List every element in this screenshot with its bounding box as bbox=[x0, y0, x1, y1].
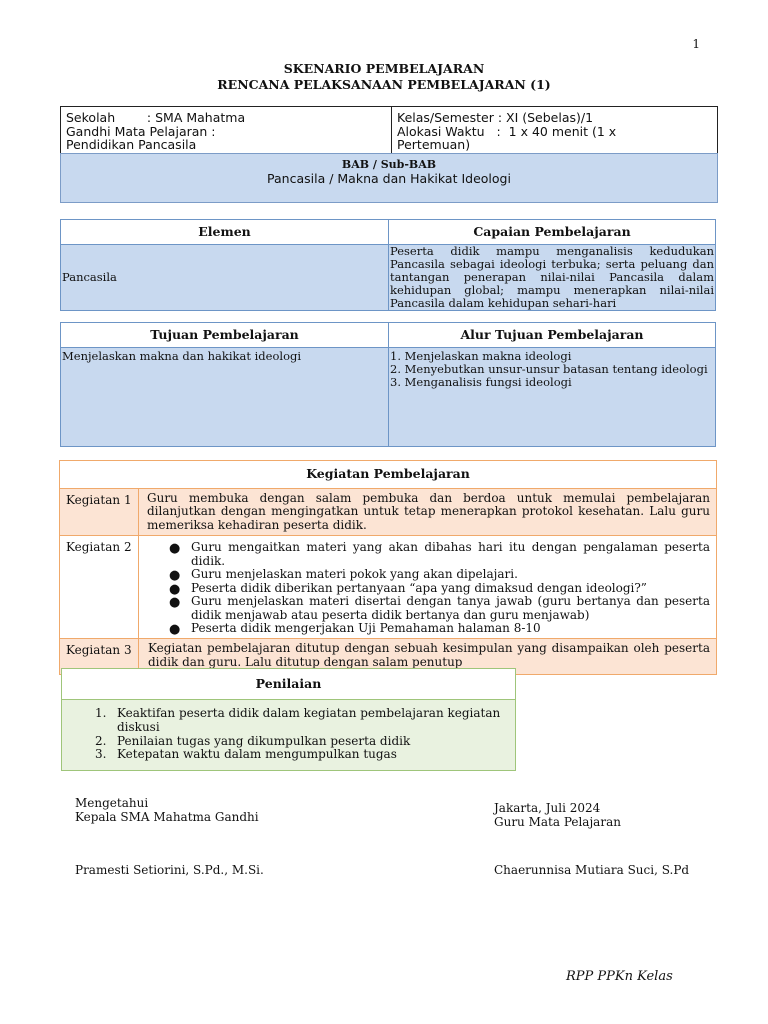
school-line: Sekolah : SMA Mahatma bbox=[66, 110, 246, 125]
list-item: ● Peserta didik diberikan pertanyaan “apa yang dimaksud dengan ideologi?” bbox=[169, 580, 647, 597]
capaian-header: Capaian Pembelajaran bbox=[389, 220, 716, 245]
class-semester: Kelas/Semester : XI (Sebelas)/1 bbox=[397, 110, 594, 125]
kegiatan-3-label: Kegiatan 3 bbox=[60, 639, 139, 675]
elemen-header: Elemen bbox=[61, 220, 389, 245]
tujuan-table bbox=[60, 322, 716, 447]
kegiatan-2-list bbox=[139, 536, 717, 639]
list-item: ● Guru menjelaskan materi disertai dengan tanya jawab (guru bertanya dan peserta didik menjawab atau peserta didik bertanya dan guru menjawab) bbox=[169, 594, 710, 622]
kegiatan-table bbox=[59, 460, 717, 675]
list-item: 3. Ketepatan waktu dalam mengumpulkan tugas bbox=[95, 747, 397, 762]
list-item: ● Guru menjelaskan materi pokok yang akan dipelajari. bbox=[169, 567, 518, 584]
alur-item: 1. Menjelaskan makna ideologi bbox=[390, 349, 572, 363]
tujuan-cell: Menjelaskan makna dan hakikat ideologi bbox=[61, 348, 389, 447]
document-title: SKENARIO PEMBELAJARAN bbox=[283, 61, 485, 76]
document-subtitle: RENCANA PELAKSANAAN PEMBELAJARAN (1) bbox=[217, 77, 551, 92]
kegiatan-header: Kegiatan Pembelajaran bbox=[60, 461, 717, 489]
bab-value: Pancasila / Makna dan Hakikat Ideologi bbox=[267, 170, 511, 186]
class-info-cell bbox=[392, 107, 718, 155]
penilaian-list bbox=[62, 700, 516, 771]
time-allocation-cont: Pertemuan) bbox=[397, 137, 471, 152]
bullet-icon: ● bbox=[169, 568, 181, 584]
penilaian-header: Penilaian bbox=[62, 669, 516, 700]
kegiatan-2-label: Kegiatan 2 bbox=[60, 536, 139, 639]
school-info-cell bbox=[61, 107, 392, 155]
footer-text: RPP PPKn Kelas bbox=[566, 969, 673, 984]
bullet-icon: ● bbox=[169, 541, 181, 557]
principal-title: Kepala SMA Mahatma Gandhi bbox=[75, 810, 259, 825]
kegiatan-1-text: Guru membuka dengan salam pembuka dan berdoa untuk memulai pembelajaran dilanjutkan dengan mengingatkan untuk tetap menerapkan protokol kesehatan. Lalu guru memeriksa kehadiran peserta didik. bbox=[139, 489, 717, 536]
capaian-cell: Peserta didik mampu menganalisis kedudukan Pancasila sebagai ideologi terbuka; serta peluang dan tantangan penerapan nilai-nilai Pancasila dalam kehidupan global; mampu menerapkan nilai-nilai Pancasila dalam kehidupan sehari-hari bbox=[390, 244, 714, 310]
principal-name: Pramesti Setiorini, S.Pd., M.Si. bbox=[75, 863, 264, 877]
page-number: 1 bbox=[692, 37, 700, 51]
school-info-table bbox=[60, 106, 718, 155]
bab-box bbox=[60, 153, 718, 203]
left-signature-block bbox=[75, 796, 259, 825]
bullet-icon: ● bbox=[169, 581, 181, 597]
alur-cell bbox=[389, 348, 716, 447]
bab-heading: BAB / Sub-BAB bbox=[341, 158, 437, 171]
teacher-title: Guru Mata Pelajaran bbox=[494, 815, 621, 830]
kegiatan-1-label: Kegiatan 1 bbox=[60, 489, 139, 536]
tujuan-header: Tujuan Pembelajaran bbox=[61, 323, 389, 348]
alur-item: 2. Menyebutkan unsur-unsur batasan tentang ideologi bbox=[390, 362, 708, 377]
list-item: ● Peserta didik mengerjakan Uji Pemahaman halaman 8-10 bbox=[169, 620, 541, 637]
list-item: 1. Keaktifan peserta didik dalam kegiatan pembelajaran kegiatan diskusi bbox=[95, 706, 501, 734]
elemen-cell: Pancasila bbox=[61, 245, 389, 311]
bullet-icon: ● bbox=[169, 621, 181, 637]
penilaian-table bbox=[61, 668, 516, 771]
place-date: Jakarta, Juli 2024 bbox=[494, 801, 601, 815]
right-signature-block bbox=[494, 801, 621, 830]
teacher-name: Chaerunnisa Mutiara Suci, S.Pd bbox=[494, 863, 690, 877]
bullet-icon: ● bbox=[169, 595, 181, 611]
alur-header: Alur Tujuan Pembelajaran bbox=[389, 323, 716, 348]
subject-value: Pendidikan Pancasila bbox=[66, 137, 197, 152]
list-item: 2. Penilaian tugas yang dikumpulkan peserta didik bbox=[95, 733, 411, 748]
alur-item: 3. Menganalisis fungsi ideologi bbox=[390, 375, 572, 390]
subject-line: Gandhi Mata Pelajaran : bbox=[66, 123, 216, 139]
acknowledged-label: Mengetahui bbox=[75, 796, 149, 810]
elemen-table bbox=[60, 219, 716, 311]
kegiatan-3-text: Kegiatan pembelajaran ditutup dengan sebuah kesimpulan yang disampaikan oleh peserta didik dan guru. Lalu ditutup dengan salam penutup bbox=[139, 639, 717, 675]
list-item: ● Guru mengaitkan materi yang akan dibahas hari itu dengan pengalaman peserta didik. bbox=[169, 540, 710, 568]
time-allocation: Alokasi Waktu : 1 x 40 menit (1 x bbox=[397, 123, 617, 139]
